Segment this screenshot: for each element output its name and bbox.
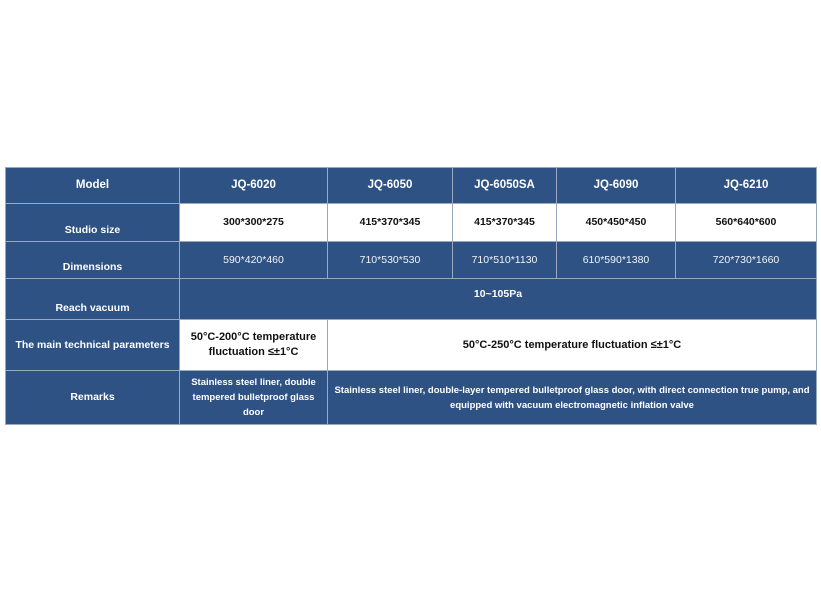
model-header-cell: Model — [6, 168, 180, 204]
main-parameters-label: The main technical parameters — [6, 320, 180, 371]
reach-vacuum-label: Reach vacuum — [6, 279, 180, 320]
remarks-label: Remarks — [6, 371, 180, 425]
studio-size-cell: 560*640*600 — [676, 204, 817, 242]
dimensions-cell: 590*420*460 — [180, 242, 328, 279]
main-parameters-jq-6020: 50°C-200°C temperature fluctuation ≤±1°C — [180, 320, 328, 371]
remarks-others: Stainless steel liner, double-layer tempered bulletproof glass door, with direct connection true pump, and equipped with vacuum electromagnetic inflation valve — [328, 371, 817, 425]
model-jq-6050-header: JQ-6050 — [328, 168, 453, 204]
model-jq-6090-header: JQ-6090 — [557, 168, 676, 204]
dimensions-cell: 720*730*1660 — [676, 242, 817, 279]
model-jq-6020-header: JQ-6020 — [180, 168, 328, 204]
studio-size-cell: 300*300*275 — [180, 204, 328, 242]
dimensions-label: Dimensions — [6, 242, 180, 279]
dimensions-cell: 710*530*530 — [328, 242, 453, 279]
header-row — [6, 168, 817, 204]
dimensions-row — [6, 242, 817, 279]
reach-vacuum-value: 10~105Pa — [180, 279, 817, 320]
reach-vacuum-row — [6, 279, 817, 320]
dimensions-cell: 710*510*1130 — [453, 242, 557, 279]
remarks-row — [6, 371, 817, 425]
studio-size-label: Studio size — [6, 204, 180, 242]
specification-table — [5, 167, 817, 425]
studio-size-row — [6, 204, 817, 242]
model-jq-6210-header: JQ-6210 — [676, 168, 817, 204]
model-jq-6050sa-header: JQ-6050SA — [453, 168, 557, 204]
studio-size-cell: 415*370*345 — [453, 204, 557, 242]
studio-size-cell: 415*370*345 — [328, 204, 453, 242]
main-parameters-row — [6, 320, 817, 371]
studio-size-cell: 450*450*450 — [557, 204, 676, 242]
main-parameters-others: 50°C-250°C temperature fluctuation ≤±1°C — [328, 320, 817, 371]
remarks-jq-6020: Stainless steel liner, double tempered bulletproof glass door — [180, 371, 328, 425]
dimensions-cell: 610*590*1380 — [557, 242, 676, 279]
